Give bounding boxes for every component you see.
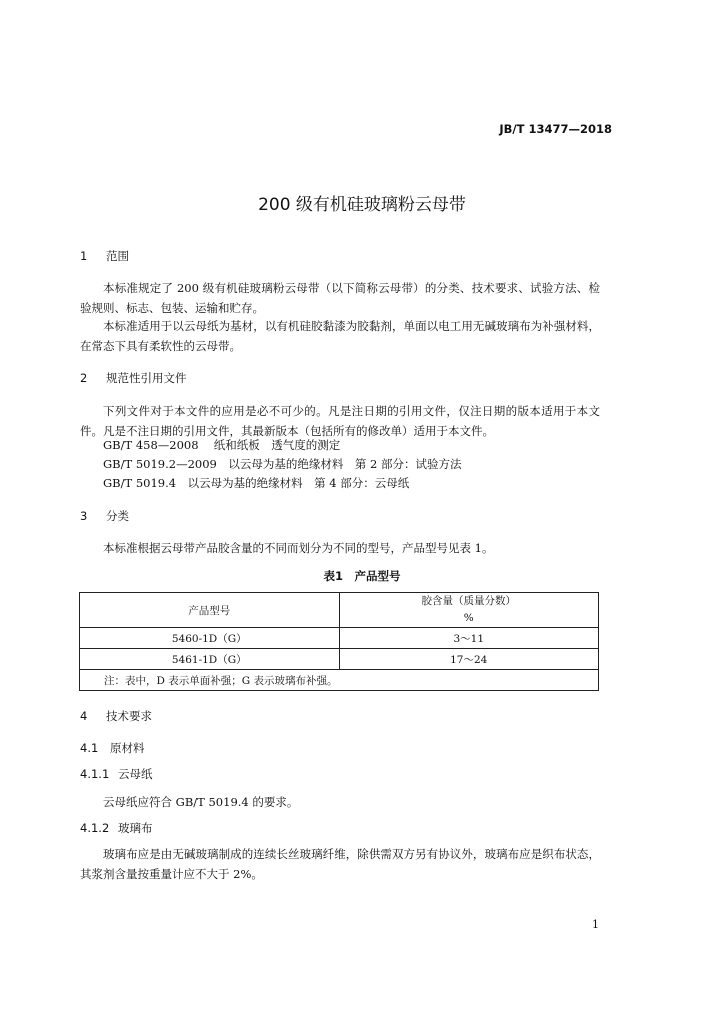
reference-item: GB/T 5019.4 以云母为基的绝缘材料 第 4 部分：云母纸 <box>103 476 410 490</box>
section-title: 玻璃布 <box>118 821 153 835</box>
section-number: 4.1.2 <box>80 821 110 835</box>
section-title: 云母纸 <box>118 767 153 781</box>
section-number: 2 <box>80 371 88 385</box>
section-title: 分类 <box>106 509 129 523</box>
section-title: 范围 <box>106 249 129 263</box>
table-caption: 表1 产品型号 <box>323 569 401 583</box>
table-header-row <box>80 593 599 628</box>
section-2-paragraph-1: 下列文件对于本文件的应用是必不可少的。凡是注日期的引用文件，仅注日期的版本适用于本文件。凡是不注日期的引用文件，其最新版本（包括所有的修改单）适用于本文件。 <box>80 404 600 438</box>
section-number: 4.1 <box>80 741 99 755</box>
table-header-content <box>339 593 599 628</box>
table-row <box>80 628 599 649</box>
document-title: 200 级有机硅玻璃粉云母带 <box>258 195 466 215</box>
section-4-1-heading <box>80 740 145 756</box>
table-note: 注：表中，D 表示单面补强；G 表示玻璃布补强。 <box>80 670 599 691</box>
product-model-table <box>79 592 599 691</box>
section-number: 4 <box>80 709 88 723</box>
section-1-heading <box>80 248 129 264</box>
section-title: 原材料 <box>110 741 145 755</box>
section-number: 1 <box>80 249 88 263</box>
section-1-paragraph-2: 本标准适用于以云母纸为基材，以有机硅胶黏漆为胶黏剂，单面以电工用无碱玻璃布为补强材料，在常态下具有柔软性的云母带。 <box>80 319 600 353</box>
table-header-content-label: 胶含量（质量分数） <box>421 595 516 607</box>
section-number: 4.1.1 <box>80 767 110 781</box>
table-cell-model: 5460-1D（G） <box>80 628 340 649</box>
section-4-1-2-heading <box>80 820 153 836</box>
section-3-paragraph-1: 本标准根据云母带产品胶含量的不同而划分为不同的型号，产品型号见表 1。 <box>103 541 494 555</box>
standard-number: JB/T 13477—2018 <box>499 122 612 136</box>
page-number: 1 <box>592 918 599 931</box>
reference-item: GB/T 458—2008 纸和纸板 透气度的测定 <box>103 438 341 452</box>
section-4-1-2-paragraph: 玻璃布应是由无碱玻璃制成的连续长丝玻璃纤维，除供需双方另有协议外，玻璃布应是织布状态，其浆剂含量按重量计应不大于 2%。 <box>80 847 600 881</box>
section-title: 技术要求 <box>106 709 152 723</box>
section-4-1-1-paragraph: 云母纸应符合 GB/T 5019.4 的要求。 <box>103 795 299 809</box>
section-3-heading <box>80 508 129 524</box>
section-2-heading <box>80 370 187 386</box>
section-4-heading <box>80 708 152 724</box>
table-header-content-unit: % <box>463 612 474 624</box>
table-header-model: 产品型号 <box>80 593 340 628</box>
table-cell-content: 3～11 <box>339 628 599 649</box>
section-4-1-1-heading <box>80 766 153 782</box>
table-row <box>80 649 599 670</box>
section-title: 规范性引用文件 <box>106 371 187 385</box>
section-number: 3 <box>80 509 88 523</box>
table-cell-model: 5461-1D（G） <box>80 649 340 670</box>
table-cell-content: 17～24 <box>339 649 599 670</box>
table-note-row <box>80 670 599 691</box>
reference-item: GB/T 5019.2—2009 以云母为基的绝缘材料 第 2 部分：试验方法 <box>103 457 462 471</box>
section-1-paragraph-1: 本标准规定了 200 级有机硅玻璃粉云母带（以下简称云母带）的分类、技术要求、试验方法、检验规则、标志、包装、运输和贮存。 <box>80 281 600 315</box>
